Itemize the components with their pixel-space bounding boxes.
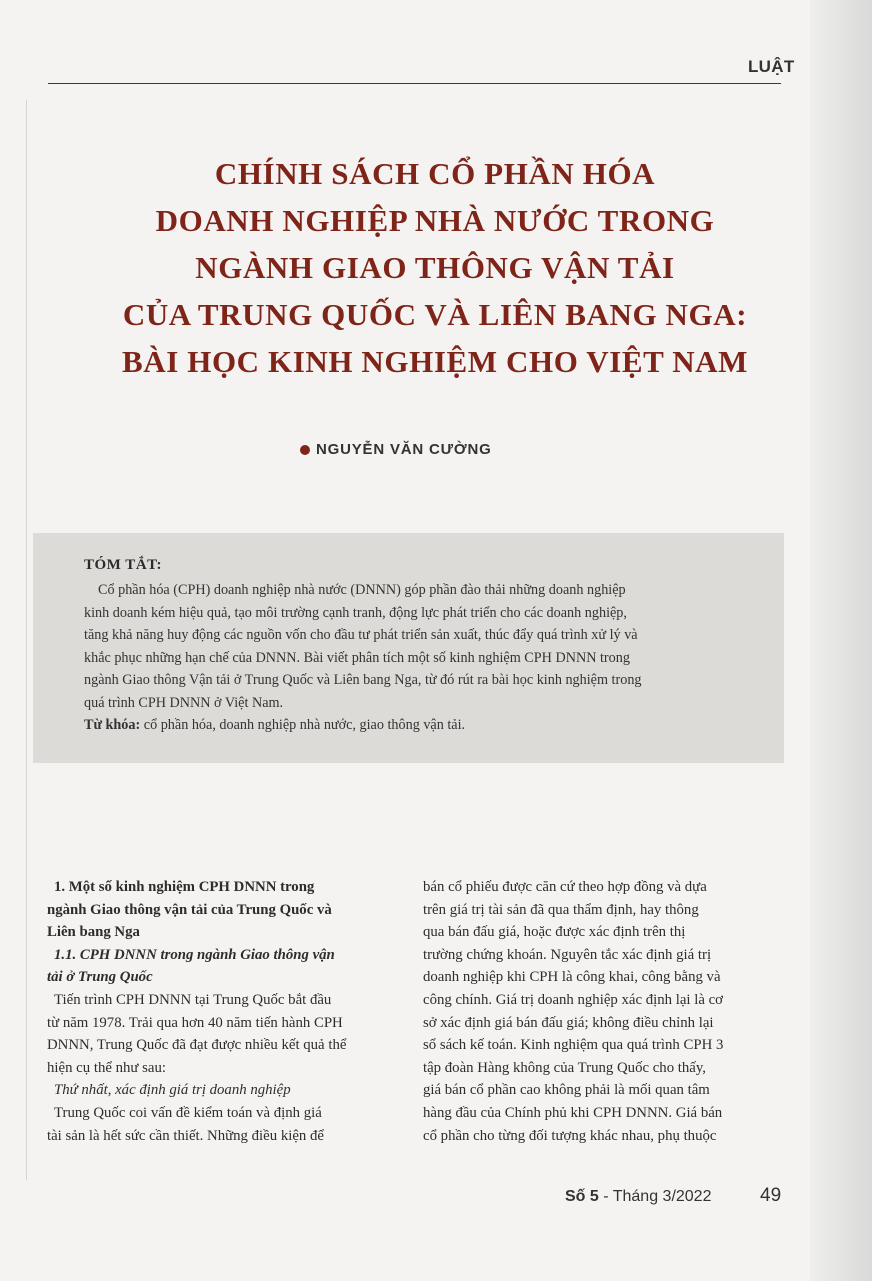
body-line: hàng đầu của Chính phủ khi CPH DNNN. Giá bán <box>423 1104 723 1121</box>
abstract-line: quá trình CPH DNNN ở Việt Nam. <box>84 694 284 711</box>
body-line: sở xác định giá bán đấu giá; không điều chỉnh lại <box>423 1014 714 1031</box>
italic-heading-line: Thứ nhất, xác định giá trị doanh nghiệp <box>54 1082 291 1099</box>
body-column-left <box>47 876 392 1147</box>
abstract-line: khắc phục những hạn chế của DNNN. Bài viết phân tích một số kinh nghiệm CPH DNNN trong <box>84 649 630 666</box>
header-rule <box>48 83 781 84</box>
body-line: từ năm 1978. Trải qua hơn 40 năm tiến hành CPH <box>47 1014 343 1031</box>
body-line: doanh nghiệp khi CPH là công khai, công bằng và <box>423 969 721 986</box>
keywords-text: cổ phần hóa, doanh nghiệp nhà nước, giao thông vận tải. <box>140 717 466 733</box>
subsection-heading-line: tải ở Trung Quốc <box>47 969 153 986</box>
abstract-line: tăng khả năng huy động các nguồn vốn cho đầu tư phát triển sản xuất, thúc đẩy quá trình xử lý và <box>84 627 638 643</box>
page-number: 49 <box>760 1185 782 1206</box>
body-line: trường chứng khoán. Nguyên tắc xác định giá trị <box>423 946 712 963</box>
title-line: NGÀNH GIAO THÔNG VẬN TẢI <box>195 250 675 285</box>
abstract-line: ngành Giao thông Vận tải ở Trung Quốc và Liên bang Nga, từ đó rút ra bài học kinh nghiệm trong <box>84 672 642 688</box>
body-line: hiện cụ thể như sau: <box>47 1059 166 1076</box>
footer-issue <box>565 1188 711 1206</box>
section-heading-line: 1. Một số kinh nghiệm CPH DNNN trong <box>54 879 315 895</box>
body-line: qua bán đấu giá, hoặc được xác định trên thị <box>423 924 686 941</box>
keywords-line <box>84 714 766 737</box>
scan-margin-line <box>26 100 27 1180</box>
body-line: tài sản là hết sức cần thiết. Những điều kiện để <box>47 1127 324 1144</box>
body-line: trên giá trị tài sản đã qua thẩm định, hay thông <box>423 901 699 918</box>
body-line: cổ phần cho từng đối tượng khác nhau, phụ thuộc <box>423 1127 717 1144</box>
body-line: công chính. Giá trị doanh nghiệp xác định lại là cơ <box>423 991 723 1008</box>
body-line: Trung Quốc coi vấn đề kiểm toán và định giá <box>54 1104 322 1121</box>
abstract-line: Cổ phần hóa (CPH) doanh nghiệp nhà nước (DNNN) góp phần đào thải những doanh nghiệp <box>98 582 626 598</box>
body-line: tập đoàn Hàng không của Trung Quốc cho thấy, <box>423 1059 707 1076</box>
body-line: sổ sách kế toán. Kinh nghiệm qua quá trình CPH 3 <box>423 1037 724 1054</box>
body-line: bán cổ phiếu được căn cứ theo hợp đồng và dựa <box>423 879 707 895</box>
abstract-line: kinh doanh kém hiệu quả, tạo môi trường cạnh tranh, động lực phát triển cho các doanh nghiệp, <box>84 604 627 621</box>
title-line: DOANH NGHIỆP NHÀ NƯỚC TRONG <box>155 203 715 238</box>
abstract-heading: TÓM TẮT: <box>84 557 163 573</box>
title-line: BÀI HỌC KINH NGHIỆM CHO VIỆT NAM <box>121 344 749 379</box>
abstract-box <box>33 533 784 763</box>
article-title <box>40 150 830 385</box>
body-line: Tiến trình CPH DNNN tại Trung Quốc bắt đầu <box>54 991 332 1008</box>
body-column-right <box>423 876 768 1147</box>
title-line: CỦA TRUNG QUỐC VÀ LIÊN BANG NGA: <box>122 297 748 332</box>
keywords-label: Từ khóa: <box>84 717 141 733</box>
body-line: giá bán cổ phần cao không phải là mối quan tâm <box>423 1082 710 1099</box>
body-line: DNNN, Trung Quốc đã đạt được nhiều kết quả thể <box>47 1037 347 1054</box>
bullet-icon <box>300 445 310 455</box>
subsection-heading-line: 1.1. CPH DNNN trong ngành Giao thông vận <box>54 946 335 963</box>
section-label: LUẬT <box>748 57 795 76</box>
section-heading-line: ngành Giao thông vận tải của Trung Quốc và <box>47 901 332 918</box>
abstract-body <box>84 579 766 737</box>
author-name: NGUYỄN VĂN CƯỜNG <box>316 441 492 458</box>
author-byline <box>300 441 492 458</box>
issue-date: - Tháng 3/2022 <box>598 1188 712 1205</box>
issue-number: Số 5 <box>565 1188 599 1205</box>
title-line: CHÍNH SÁCH CỔ PHẦN HÓA <box>214 156 656 191</box>
section-heading-line: Liên bang Nga <box>47 924 140 941</box>
